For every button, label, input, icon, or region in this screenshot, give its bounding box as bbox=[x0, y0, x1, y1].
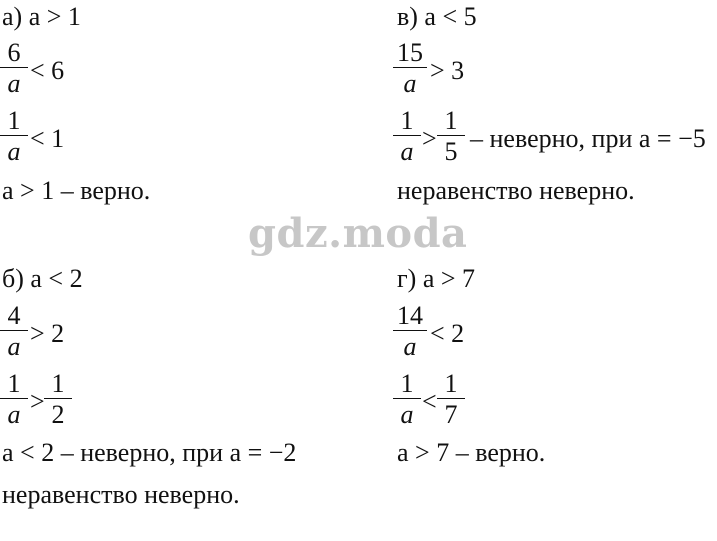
part-a-fraction-2-denominator: a bbox=[7, 137, 21, 166]
part-v-relation-2: > bbox=[422, 124, 437, 153]
part-b-fraction-3-numerator: 1 bbox=[51, 369, 65, 398]
part-v-fraction-3-denominator: 5 bbox=[444, 137, 458, 166]
fraction-bar bbox=[0, 135, 28, 136]
fraction-bar bbox=[393, 67, 427, 68]
part-a-title: а) a > 1 bbox=[2, 2, 81, 31]
part-a-fraction-2-numerator: 1 bbox=[7, 106, 21, 135]
part-a-relation-2: < 1 bbox=[30, 124, 65, 153]
part-b-result: неравенство неверно. bbox=[2, 480, 240, 509]
part-b-fraction-2-denominator: a bbox=[7, 400, 21, 429]
part-b-fraction-2 bbox=[0, 369, 28, 429]
part-g-fraction-3-numerator: 1 bbox=[444, 369, 458, 398]
part-v-fraction-2-numerator: 1 bbox=[400, 106, 414, 135]
part-a-fraction-1-denominator: a bbox=[7, 69, 21, 98]
part-a-result: a > 1 – верно. bbox=[2, 176, 151, 205]
fraction-bar bbox=[393, 398, 421, 399]
fraction-bar bbox=[0, 67, 28, 68]
part-b-fraction-1-denominator: a bbox=[7, 332, 21, 361]
watermark: gdz.moda bbox=[248, 210, 468, 257]
fraction-bar bbox=[437, 135, 465, 136]
part-b-step-3: a < 2 – неверно, при a = −2 bbox=[2, 438, 297, 467]
part-v-result: неравенство неверно. bbox=[397, 176, 635, 205]
part-b-relation-1: > 2 bbox=[30, 319, 65, 348]
part-g-fraction-1 bbox=[393, 301, 427, 361]
part-g-relation-2: < bbox=[422, 387, 437, 416]
part-b-fraction-1 bbox=[0, 301, 28, 361]
part-a-fraction-2 bbox=[0, 106, 28, 166]
part-v-fraction-2-denominator: a bbox=[400, 137, 414, 166]
part-g-fraction-3 bbox=[437, 369, 465, 429]
part-a-fraction-1-numerator: 6 bbox=[7, 38, 21, 67]
part-b-fraction-3 bbox=[44, 369, 72, 429]
part-v-relation-1: > 3 bbox=[430, 56, 465, 85]
part-g-title: г) a > 7 bbox=[397, 264, 476, 293]
part-v-fraction-3 bbox=[437, 106, 465, 166]
part-g-fraction-1-denominator: a bbox=[403, 332, 417, 361]
part-b-fraction-1-numerator: 4 bbox=[7, 301, 21, 330]
part-v-fraction-2 bbox=[393, 106, 421, 166]
fraction-bar bbox=[393, 330, 427, 331]
fraction-bar bbox=[437, 398, 465, 399]
part-g-fraction-2-denominator: a bbox=[400, 400, 414, 429]
part-b-title: б) a < 2 bbox=[2, 264, 83, 293]
part-v-step-2-tail: – неверно, при a = −5 bbox=[470, 124, 706, 153]
part-g-fraction-1-numerator: 14 bbox=[397, 301, 423, 330]
fraction-bar bbox=[0, 398, 28, 399]
part-v-fraction-3-numerator: 1 bbox=[444, 106, 458, 135]
part-g-fraction-3-denominator: 7 bbox=[444, 400, 458, 429]
part-g-fraction-2 bbox=[393, 369, 421, 429]
part-b-fraction-3-denominator: 2 bbox=[51, 400, 65, 429]
fraction-bar bbox=[0, 330, 28, 331]
part-g-relation-1: < 2 bbox=[430, 319, 465, 348]
part-a-relation-1: < 6 bbox=[30, 56, 65, 85]
part-v-title: в) a < 5 bbox=[397, 2, 477, 31]
part-v-fraction-1 bbox=[393, 38, 427, 98]
part-a-fraction-1 bbox=[0, 38, 28, 98]
part-v-fraction-1-numerator: 15 bbox=[397, 38, 423, 67]
part-b-relation-2: > bbox=[30, 387, 45, 416]
fraction-bar bbox=[44, 398, 72, 399]
fraction-bar bbox=[393, 135, 421, 136]
part-v-fraction-1-denominator: a bbox=[403, 69, 417, 98]
part-g-fraction-2-numerator: 1 bbox=[400, 369, 414, 398]
part-g-result: a > 7 – верно. bbox=[397, 438, 546, 467]
part-b-fraction-2-numerator: 1 bbox=[7, 369, 21, 398]
